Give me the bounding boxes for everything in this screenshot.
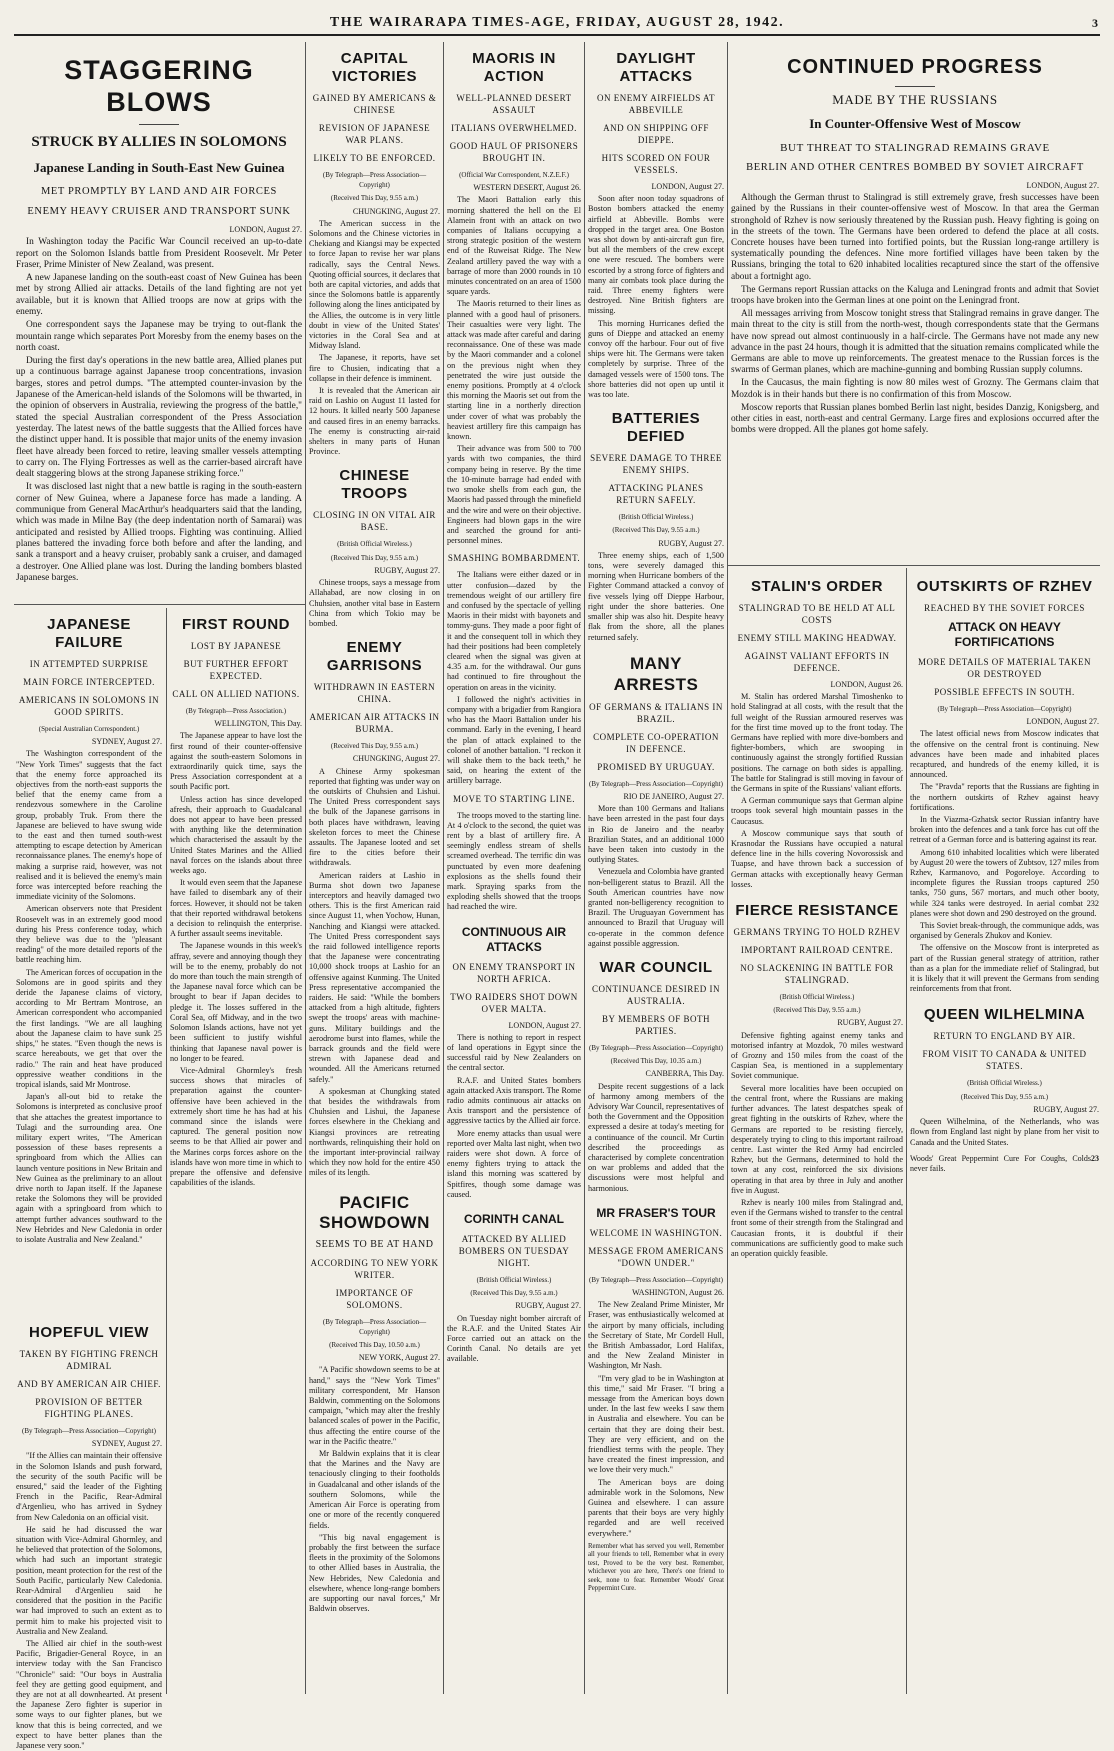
subheadline: AMERICANS IN SOLOMONS IN GOOD SPIRITS. [18, 695, 160, 717]
subheadline: PROMISED BY URUGUAY. [597, 761, 715, 772]
subheadline: COMPLETE CO-OPERATION IN DEFENCE. [593, 731, 719, 754]
subheadline: LOST BY JAPANESE [190, 641, 282, 651]
subheadline: ACCORDING TO NEW YORK WRITER. [310, 1257, 439, 1280]
received: (Received This Day, 9.55 a.m.) [470, 1289, 558, 1298]
subheadline: OF GERMANS & ITALIANS IN BRAZIL. [589, 701, 723, 724]
subheadline: BY MEMBERS OF BOTH PARTIES. [602, 1013, 710, 1036]
paragraph: The troops moved to the starting line. At 4 o'clock to the second, the quiet was rent by a blast of artillery fire. A seemingly endless stream of shells screamed overhead. The terrific din was punctuated by even more deafening explosions as the shells found their mark. Spraying sparks from the exploding shells showed that the troops had reached the wire. [447, 810, 581, 912]
dateline: WESTERN DESERT, August 26. [473, 183, 581, 193]
section-rule [14, 604, 305, 605]
column-rule [584, 42, 585, 1694]
paragraph: A German communique says that German alpine troops took several high mountain passes in the Caucasus. [731, 796, 903, 826]
headline: MAORIS IN ACTION [472, 50, 556, 85]
paragraph: The Washington correspondent of the "New York Times" suggests that the fact that the enemy force approached its objectives from the north-east supports the belief that the enemy came from a rendezvous somewhere in the Caroline group, probably Truk. From there the Japanese are believed to have swung wide to the east and then turned south-west attempting to escape detection by American reconnaissance planes. The enemy's hope of making a surprise raid, however, was not realised and it is believed the enemy's main force was intercepted before reaching the immediate vicinity of the Solomons. [16, 749, 162, 902]
masthead [14, 10, 1100, 36]
paragraph: The Allied air chief in the south-west Pacific, Brigadier-General Royce, in an interview today with the San Francisco "Chronicle" said: "Our boys in Australia feel they are getting good equipment, and they are not at all downhearted. At present the Japanese Zero fighter is superior in some ways to our fighter planes, but we know that this is being corrected, and we expect to have better planes than the Japanese very soon." [16, 1639, 162, 1751]
paragraph: "If the Allies can maintain their offensive in the Solomon Islands and push forward, the security of the south Pacific will be ensured," said the leader of the Fighting French in the Pacific, Rear-Admiral d'Argenlieu, who has arrived in Sydney from New Caledonia on an official visit. [16, 1451, 162, 1522]
paragraph: "This big naval engagement is probably the first between the surface fleets in the proximity of the Solomons to other Allied bases in Australia, the New Hebrides, New Caledonia and elsewhere, whence long-range bombers are supporting our naval forces," Mr Baldwin observes. [309, 1532, 440, 1614]
dateline: LONDON, August 27. [1026, 717, 1099, 727]
subheadline: GAINED BY AMERICANS & CHINESE [312, 93, 437, 115]
subheadline: STRUCK BY ALLIES IN SOLOMONS [31, 134, 287, 150]
column-3 [447, 44, 581, 1694]
headline: JAPANESE FAILURE [47, 616, 131, 651]
paragraph: R.A.F. and United States bombers again attacked Axis transport. The Rome radio admits continuous air attacks on Axis transport and the persistence of aggressive tactics by the Allied air force. [447, 1075, 581, 1126]
subheadline: NO SLACKENING IN BATTLE FOR STALINGRAD. [740, 963, 894, 986]
dateline: SYDNEY, August 27. [91, 737, 162, 747]
credit: (By Telegraph—Press Association.) [185, 707, 287, 715]
received: (Received This Day, 9.55 a.m.) [612, 526, 700, 535]
paragraph: Several more localities have been occupied on the central front, where the Russians are making further advances. The latest despatches speak of great fighting in the outskirts of Rzhev, where the Germans are reported to be resisting fiercely, desperately trying to cling to this important railroad centre. Last winter the Red Army had encircled Rzhev, but the Germans, determined to hold the town at any cost, reinforced the six divisions operating in that area by three in July and another five in August. [731, 1083, 903, 1195]
dateline: CHUNGKING, August 27. [352, 206, 440, 216]
paragraph: It is revealed that the American air raid on Lashio on August 11 lasted for 12 hours. It killed nearly 500 Japanese and caused fires in an enemy barracks. The enemy is constructing air-raid shelters in many parts of Hunan Province. [309, 386, 440, 457]
subheadline: ITALIANS OVERWHELMED. [451, 123, 577, 133]
subheadline: SEEMS TO BE AT HAND [315, 1238, 434, 1250]
received: (Received This Day, 9.55 a.m.) [960, 1092, 1049, 1101]
headline: STAGGERING BLOWS [64, 55, 254, 117]
paragraph: Among 610 inhabited localities which were liberated by August 20 were the towers of Zubtsov, 127 miles from Rzhev, Karmanovo, and Pogoreloye. According to incomplete figures the Russian troops captured 250 tanks, 750 guns, 567 mortars, and much other booty, while 324 tanks were destroyed. In aerial combat 232 planes were shot down and 290 destroyed on the ground. [910, 847, 1099, 918]
article-japanese-failure [16, 610, 162, 1310]
dateline: SYDNEY, August 27. [91, 1439, 162, 1449]
advertisement: Woods' Great Peppermint Cure For Coughs, Colds never fails. [910, 1153, 1091, 1173]
credit: (By Telegraph—Press Association—Copyright) [589, 779, 723, 788]
paragraph: The "Pravda" reports that the Russians are fighting in the northern outskirts of Rzhev against heavy fortifications. [910, 782, 1099, 812]
paragraph: American observers note that President Roosevelt was in an extremely good mood during his Press conference today, which they believe was due to the "pleasant reading" of the more detailed reports of the battle reaching him. [16, 904, 162, 965]
credit: (By Telegraph—Press Association—Copyright) [589, 1043, 723, 1052]
paragraph: Unless action has since developed afresh, their approach to Guadalcanal does not appear to have been pressed with anything like the determination which characterised the assault by the United States Marines and the Allied naval forces on the islands about three weeks ago. [170, 794, 302, 876]
masthead-title: THE WAIRARAPA TIMES-AGE, FRIDAY, AUGUST 28, 1942. [329, 15, 785, 30]
paragraph: In the Viazma-Gzhatsk sector Russian infantry have broken into the defences and a tank force has cut off the retreat of a German force and is battering against its rear. [910, 815, 1099, 845]
subheadline: BERLIN AND OTHER CENTRES BOMBED BY SOVIET AIRCRAFT [746, 162, 1084, 173]
dateline: LONDON, August 27. [229, 225, 302, 234]
paragraph: All messages arriving from Moscow tonight stress that Stalingrad remains in grave danger. The main threat to the city is still from the north-west, though correspondents state that the Germans have now spread out almost continuously in a half-circle. The Germans have not made any new advance in the past 24 hours, though it is admitted that the situation remains complicated while the Germans are able to move up reinforcements. The greatest menace to the Russian forces is the swarms of German planes, which are machine-gunning and bombing Russian supply columns. [731, 309, 1099, 376]
headline: CHINESE TROOPS [339, 467, 410, 503]
subheadline: WELL-PLANNED DESERT ASSAULT [456, 93, 572, 115]
article-hopeful-view [16, 1318, 162, 1751]
received: (Received This Day, 10.35 a.m.) [610, 1057, 702, 1066]
section-subhead: SMASHING BOMBARDMENT. [447, 553, 581, 564]
headline: CONTINUOUS AIR ATTACKS [461, 924, 567, 954]
column-2 [309, 44, 440, 1694]
paragraph: The American boys are doing admirable work in the Solomons, New Guinea and elsewhere. I can assure parents that their boys are very highly regarded and are well received everywhere." [588, 1477, 724, 1538]
credit: (Official War Correspondent, N.Z.E.F.) [459, 171, 569, 179]
headline: HOPEFUL VIEW [29, 1324, 149, 1341]
headline: MR FRASER'S TOUR [596, 1205, 716, 1220]
dateline: RUGBY, August 27. [1033, 1104, 1099, 1114]
paragraph: During the first day's operations in the new battle area, Allied planes put up a continuous barrage against Japanese troop concentrations, invasion barges, stores and petrol dumps. "The attempted counter-invasion by the Japanese of the American-held islands of the Solomons will be thwarted, in the opinion of observers in Australia, reviewing the progress of the battle," stated the special Australian correspondent of the Press Association yesterday. The latest news of the battle suggests that the Allied forces have the distinct upper hand. It is possible that major units of the enemy invasion fleet have already been forced to retire, leaving smaller vessels attempting to carry on. The Flying Fortresses as well as the carrier-based aircraft have dealt staggering blows at the strong Japanese striking force." [16, 356, 302, 480]
paragraph: The Germans report Russian attacks on the Kaluga and Leningrad fronts and admit that Soviet troops have broken into the German lines at one point on the Leningrad front. [731, 284, 1099, 307]
subheadline: MET PROMPTLY BY LAND AND AIR FORCES [40, 186, 277, 197]
subheadline: CONTINUANCE DESIRED IN AUSTRALIA. [592, 983, 720, 1006]
column-rule [906, 568, 907, 1694]
subheadline: CLOSING IN ON VITAL AIR BASE. [313, 510, 436, 533]
subheadline: ATTACK ON HEAVY FORTIFICATIONS [948, 620, 1061, 649]
headline: ENEMY GARRISONS [326, 639, 423, 675]
headline: FIRST ROUND [182, 616, 290, 633]
subheadline: MORE DETAILS OF MATERIAL TAKEN OR DESTROYED [917, 657, 1092, 679]
received: (Received This Day, 10.50 a.m.) [329, 1341, 420, 1350]
subheadline: IMPORTANT RAILROAD CENTRE. [740, 945, 894, 956]
credit: (By Telegraph—Press Association—Copyright) [322, 1317, 427, 1336]
dateline: LONDON, August 27. [508, 1020, 581, 1030]
dateline: RIO DE JANEIRO, August 27. [623, 791, 724, 801]
paragraph: "A Pacific showdown seems to be at hand," says the "New York Times" military correspondent, Mr Hanson Baldwin, commenting on the Solomons campaign, "which may alter the freshly balanced scales of power in the Pacific, thus affecting the entire course of the war in the Pacific theatre." [309, 1365, 440, 1446]
headline: STALIN'S ORDER [751, 578, 883, 595]
subheadline: CALL ON ALLIED NATIONS. [172, 689, 300, 699]
headline: PACIFIC SHOWDOWN [319, 1192, 430, 1232]
headline: DAYLIGHT ATTACKS [616, 50, 696, 85]
column-6 [910, 572, 1099, 1694]
dateline: CANBERRA, This Day. [645, 1069, 724, 1079]
subheadline: RETURN TO ENGLAND BY AIR. [933, 1031, 1076, 1042]
subheadline: SEVERE DAMAGE TO THREE ENEMY SHIPS. [590, 453, 722, 476]
paragraph: The Italians were either dazed or in utter confusion—dazed by the tremendous weight of our artillery fire and confused by the spectacle of yelling Maoris in their midst with bayonets and tommy-guns. They made a poor fight of it and the consequent toll in which they had their positions had been completely cleared when the signal was given at 4.35 a.m. for the withdrawal. Our guns had continued to fire throughout the operation on areas in the vicinity. [447, 570, 581, 692]
subheadline: HITS SCORED ON FOUR VESSELS. [601, 153, 711, 175]
dateline: NEW YORK, August 27. [358, 1353, 440, 1363]
paragraph: The New Zealand Prime Minister, Mr Fraser, was enthusiastically welcomed at the airport by many officials, including the Secretary of State, Mr Cordell Hull, the British Ambassador, Lord Halifax, and the New Zealand Minister in Washington, Mr Nash. [588, 1300, 724, 1371]
headline: BATTERIES DEFIED [611, 410, 701, 446]
dateline: CHUNGKING, August 27. [352, 754, 440, 764]
dateline: RUGBY, August 27. [837, 1018, 903, 1028]
dateline: WELLINGTON, This Day. [214, 719, 302, 729]
subheadline: TAKEN BY FIGHTING FRENCH ADMIRAL [19, 1349, 159, 1371]
paragraph: A Moscow communique says that south of Krasnodar the Russians have occupied a natural defence line in the hills covering Novorossisk and Tuapse, and have thrown back a succession of German attacks with exceptionally heavy German losses. [731, 828, 903, 889]
article-staggering-blows [16, 44, 302, 604]
paragraph: The Japanese wounds in this week's affray, severe and annoying though they will be to the enemy, probably do not do more than touch the main strength of the Japanese naval force which can be brought to bear if Japan decides to pledge it. The losses suffered in the Coral Sea, off Midway, and in the two Solomon Islands actions, have not yet been sufficient to justify wishful thinking that Japanese naval power is no longer to be feared. [170, 941, 302, 1063]
subheadline: GERMANS TRYING TO HOLD RZHEV [733, 927, 901, 938]
credit: (Special Australian Correspondent.) [38, 725, 140, 733]
paragraph: American raiders at Lashio in Burma shot down two Japanese interceptors and heavily damaged two others. This is the first American raid since August 11, when Yochow, Hunan, Nanching and Kiangsi were attacked. The United Press correspondent says the raid followed intelligence reports that the Japanese were concentrating 10,000 shock troops at Lashio for an offensive against Kunming. The United Press representative accompanied the raiders. He said: "While the bombers attacked from a high altitude, fighters swept the troops' areas with machine-guns. Military buildings and the aerodrome burst into flames, while the barrack grounds and the field were strewn with Japanese dead and wounded. All the Americans returned safely." [309, 870, 440, 1084]
subheadline: REVISION OF JAPANESE WAR PLANS. [318, 123, 431, 145]
credit: (British Official Wireless.) [618, 513, 694, 522]
credit: (British Official Wireless.) [779, 993, 855, 1002]
paragraph: "I'm very glad to be in Washington at this time," said Mr Fraser. "I bring a message from the American boys down under. In the last few weeks I saw them in Australia and elsewhere. You can be certain that they are doing their best. They are very efficient, and on the friendliest terms with the people. They have created the finest impression, and we love their very much." [588, 1373, 724, 1475]
headline: FIERCE RESISTANCE [735, 902, 899, 920]
paragraph: This morning Hurricanes defied the guns of Dieppe and attacked an enemy convoy off the harbour. Four out of five ships were hit. The Germans were taken completely by surprise. Three of the damaged vessels were of 1500 tons. The shore batteries did not open up until it was too late. [588, 318, 724, 400]
subheadline: MADE BY THE RUSSIANS [832, 92, 998, 107]
subheadline: AGAINST VALIANT EFFORTS IN DEFENCE. [744, 651, 890, 673]
subheadline: BUT FURTHER EFFORT EXPECTED. [183, 659, 289, 681]
subheadline: ENEMY HEAVY CRUISER AND TRANSPORT SUNK [27, 206, 291, 217]
subheadline: BUT THREAT TO STALINGRAD REMAINS GRAVE [780, 142, 1050, 154]
paragraph: The latest official news from Moscow indicates that the offensive on the central front is continuing. New advances have been made and inhabited places recaptured, and hundreds of the enemy killed, it is announced. [910, 729, 1099, 780]
subheadline: In Counter-Offensive West of Moscow [809, 116, 1021, 131]
paragraph: I followed the night's activities in company with a brigadier from Rangiora who has the Maori Battalion under his command. Early in the evening, I heard the plan of attack explained to the colonel of another battalion. "I reckon it will shake them to the back teeth," he said, on hearing the extent of the artillery barrage. [447, 694, 581, 786]
subheadline: LIKELY TO BE ENFORCED. [313, 153, 436, 163]
subheadline: Japanese Landing in South-East New Guinea [33, 160, 285, 175]
credit: (By Telegraph—Press Association—Copyright) [322, 171, 427, 190]
paragraph: The Maori Battalion early this morning shattered the hell on the El Alamein front with an attack on two companies of Italians occupying a strong strategic position of the western end of the Ruweisat Ridge. The New Zealand artillery paved the way with a barrage of more than 2000 rounds in 10 minutes concentrated on an area of 1500 square yards. [447, 195, 581, 297]
subheadline: ON ENEMY TRANSPORT IN NORTH AFRICA. [452, 961, 576, 984]
paragraph: A spokesman at Chungking stated that besides the withdrawals from Chuhsien and Lishui, the Japanese forces elsewhere in the Chekiang and Kiangsi provinces are retreating northwards, relinquishing their hold on the important inter-provincial railway which they now hold for the entire 450 miles of its length. [309, 1086, 440, 1178]
headline: CONTINUED PROGRESS [787, 56, 1043, 78]
paragraph: One correspondent says the Japanese may be trying to out-flank the mountain range which separates Port Moresby from the enemy bases on the north coast. [16, 320, 302, 353]
paragraph: More than 100 Germans and Italians have been arrested in the past four days in Rio de Janeiro and the nearby Brazilian States, and an additional 1000 have been taken into custody in the outlying States. [588, 804, 724, 865]
subheadline: IN ATTEMPTED SURPRISE [29, 659, 149, 669]
subheadline: AND ON SHIPPING OFF DIEPPE. [603, 123, 709, 145]
paragraph: He said he had discussed the war situation with Vice-Admiral Ghormley, and he believed that protection of the Solomons, which had such an important strategic position, meant protection for the rest of the South Pacific, particularly New Caledonia. Rear-Admiral d'Argenlieu said he considered that the position in the Pacific war had improved to such an extent as to permit him to make his projected visit to Australia and New Zealand. [16, 1524, 162, 1636]
ad-number: 23 [1091, 1153, 1099, 1163]
paragraph: A new Japanese landing on the south-east coast of New Guinea has been met by strong Allied air attacks. Details of the land fighting are not yet available, but it is known that Allied troops are now at grips with the enemy. [16, 273, 302, 317]
dateline: LONDON, August 26. [830, 680, 903, 689]
page-number: 3 [1092, 16, 1098, 30]
column-rule [727, 42, 728, 1694]
dateline: LONDON, August 27. [651, 182, 724, 191]
paragraph: Japan's all-out bid to retake the Solomons is interpreted as conclusive proof that she attaches the greatest importance to Tulagi and the surrounding area. One military expert writes, "The American possession of these bases represents a springboard from which the Allies can launch venture positions in New Britain and New Guinea as the preliminary to an allout drive north to Japan itself. If the Japanese retake the Solomons they will be provided again with a springboard from which to attempt further advances southward to the New Hebrides and New Caledonia in order to isolate Australia and New Zealand." [16, 1092, 162, 1244]
subheadline: STALINGRAD TO BE HELD AT ALL COSTS [738, 603, 896, 625]
column-rule [305, 42, 306, 1694]
paragraph: The Maoris returned to their lines as planned with a good haul of prisoners. Their casualties were very light. The attack was made after careful and daring reconnaissance. One of these was made by the Maori commander and a colonel on the previous night when they penetrated the wire just outside the enemy positions. Promptly at 4 o'clock this morning the Maoris set out from the starting line in a northerly direction under cover of what was probably the heaviest artillery fire this campaign has known. [447, 299, 581, 442]
subheadline: WITHDRAWN IN EASTERN CHINA. [313, 682, 436, 705]
article-continued-progress [731, 44, 1099, 564]
dateline: WASHINGTON, August 26. [632, 1288, 724, 1297]
paragraph: Chinese troops, says a message from Allahabad, are now closing in on Chuhsien, another vital base in Eastern China from which Tokio may be bombed. [309, 578, 440, 628]
paragraph: Vice-Admiral Ghormley's fresh success shows that miracles of preparation against the counter-offensive have been achieved in the extremely short time he has had at his command since the islands were captured. The general position now seems to be that Allied air power and the Marines corps forces ashore on the islands have won more time in which to prepare the offensive and defensive capabilities of the islands. [170, 1065, 302, 1188]
credit: (British Official Wireless.) [337, 540, 412, 549]
paragraph: Soon after noon today squadrons of Boston bombers attacked the enemy airfield at Abbeville. Bombs were dropped in the target area. One Boston was shot down by anti-aircraft gun fire, but all the members of the crew except one were rescued. The bombers were escorted by a strong force of fighters and many air combats took place during the raid. Three enemy fighters were destroyed. Nine British fighters are missing. [588, 194, 724, 316]
paragraph: Their advance was from 500 to 700 yards with two companies, the third company being in reserve. By the time the 10-minute barrage had ended with two smoke shells from each gun, the Maoris had passed through the minefield and the wire and were on their objective. Engineers had blown gaps in the wire and searched the ground for anti-personnel mines. [447, 444, 581, 546]
paragraph: There is nothing to report in respect of land operations in Egypt since the successful raid by New Zealanders on the central sector. [447, 1032, 581, 1073]
paragraph: In Washington today the Pacific War Council received an up-to-date report on the Solomon Islands battle from President Roosevelt. Mr Peter Fraser, Prime Minister of New Zealand, was present. [16, 237, 302, 270]
subheadline: ON ENEMY AIRFIELDS AT ABBEVILLE [597, 93, 715, 115]
section-rule [727, 565, 1100, 566]
paragraph: Queen Wilhelmina, of the Netherlands, who was flown from England last night by plane from her visit to Canada and the United States. [910, 1117, 1099, 1147]
received: (Received This Day, 9.55 a.m.) [773, 1006, 861, 1015]
column-5 [731, 572, 903, 1694]
paragraph: Three enemy ships, each of 1,500 tons, were severely damaged this morning when Hurricane bombers of the Fighter Command attacked a convoy of five vessels lying off Dieppe Harbour, right under the shore batteries. One smaller ship was also hit. Despite heavy flak from the shore, all the planes returned safely. [588, 550, 724, 642]
subheadline: FROM VISIT TO CANADA & UNITED STATES. [922, 1049, 1087, 1072]
dateline: RUGBY, August 27. [658, 538, 724, 548]
paragraph: Moscow reports that Russian planes bombed Berlin last night, besides Danzig, Konigsberg, and other cities in east, north-east and central Germany. Large fires and explosions occurred after the bombs were dropped. All the planes got home safely. [731, 402, 1099, 436]
paragraph: Defensive fighting against enemy tanks and motorised infantry at Mozdok, 70 miles westward of Grozny and 150 miles from the coast of the Caspian Sea, is mentioned in a supplementary Soviet communique. [731, 1030, 903, 1081]
paragraph: The Japanese, it reports, have set fire to Chusien, indicating that a collapse in their defence is imminent. [309, 353, 440, 383]
paragraph: A Chinese Army spokesman reported that fighting was under way on the outskirts of Chuhsien and Lishui. The United Press correspondent says the bulk of the Japanese garrisons in both places have withdrawn, leaving skeleton forces to meet the Chinese assaults. The Japanese looted and set fire to the cities before their withdrawals. [309, 766, 440, 868]
subheadline: ENEMY STILL MAKING HEADWAY. [737, 633, 897, 643]
subheadline: MESSAGE FROM AMERICANS "DOWN UNDER." [588, 1245, 724, 1268]
received: (Received This Day, 9.55 a.m.) [330, 553, 419, 562]
subheadline: ATTACKED BY ALLIED BOMBERS ON TUESDAY NIGHT. [458, 1234, 570, 1269]
paragraph: The American success in the Solomons and the Chinese victories in Chekiang and Kiangsi may be expected to force Japan to revise her war plans radically, says the Central News. Quoting official sources, it declares that both are capital victories, and adds that since the Solomons battle is apparently following along the lines anticipated by the Allies, the outcome is in very little doubt in view of the United States' victories in the Coral Sea and at Midway Island. [309, 218, 440, 351]
paragraph: On Tuesday night bomber aircraft of the R.A.F. and the United States Air Force carried out an attack on the Corinth Canal. No details are yet available. [447, 1313, 581, 1364]
paragraph: The American forces of occupation in the Solomons are in good spirits and they deride the Japanese claims of victory, according to Mr Bertram Montrose, an American correspondent who accompanied the first landings. "We are all laughing about the Japanese claim to have sunk 25 ships," he states. "Even though the news is scarce hereabouts, we get that over the radio." The rain and heat have produced oppressive weather conditions in the tropical islands, said Mr Montrose. [16, 967, 162, 1089]
paragraph: In the Caucasus, the main fighting is now 80 miles west of Grozny. The Germans claim that Mozdok is in their hands but there is no confirmation of this from Moscow. [731, 378, 1099, 400]
subheadline: PROVISION OF BETTER FIGHTING PLANES. [35, 1397, 143, 1419]
subheadline: MAIN FORCE INTERCEPTED. [23, 677, 155, 687]
paragraph: Despite recent suggestions of a lack of harmony among members of the Advisory War Council, representatives of both the Government and the Opposition expressed a desire at today's meeting for a continuance of the council. Mr Curtin described the proceedings as characterised by complete concentration on war problems and added that the discussions were most helpful and harmonious. [588, 1081, 724, 1193]
credit: (British Official Wireless.) [476, 1276, 552, 1285]
paragraph: M. Stalin has ordered Marshal Timoshenko to hold Stalingrad at all costs, with the result that the full weight of the Russian armoured reserves was for the first time moved up to the front today. The Germans have replied with more dive-bombers and fighter-bombers, which are swooping in continuously against the strongly fortified Russian positions. The carnage on both sides is appalling. The battle for Stalingrad is still moving in favour of the Germans in spite of the Russians' valiant efforts. [731, 692, 903, 794]
section-subhead: MOVE TO STARTING LINE. [453, 793, 575, 804]
credit: (By Telegraph—Press Association—Copyright) [22, 1427, 156, 1435]
column-rule [443, 42, 444, 1694]
headline: CAPITAL VICTORIES [331, 50, 418, 85]
subheadline: AND BY AMERICAN AIR CHIEF. [17, 1379, 161, 1389]
credit: (By Telegraph—Press Association—Copyright) [589, 1275, 723, 1284]
subheadline: AMERICAN AIR ATTACKS IN BURMA. [309, 712, 440, 735]
paragraph: More enemy attacks than usual were reported over Malta last night, when two raiders were shot down. A force of enemy fighters trying to attack the island this morning was scattered by Spitfires, though some damage was caused. [447, 1128, 581, 1199]
paragraph: Mr Baldwin explains that it is clear that the Marines and the Navy are tenaciously clinging to their footholds in Guadalcanal and other islands of the southern Solomons, while the American Air Force is operating from one or more of the recently conquered fields. [309, 1449, 440, 1530]
dateline: LONDON, August 27. [1026, 181, 1099, 190]
credit: (By Telegraph—Press Association—Copyright) [937, 705, 1072, 713]
headline: MANY ARRESTS [613, 653, 699, 694]
subheadline: WELCOME IN WASHINGTON. [589, 1227, 723, 1238]
subheadline: ATTACKING PLANES RETURN SAFELY. [608, 483, 704, 506]
article-first-round [170, 610, 302, 1696]
paragraph: The Japanese appear to have lost the first round of their counter-offensive against the south-eastern Solomons in extraordinarily quick time, says the Press Association correspondent at a south Pacific port. [170, 731, 302, 792]
headline: OUTSKIRTS OF RZHEV [916, 578, 1093, 595]
credit: (British Official Wireless.) [967, 1079, 1042, 1088]
paragraph: It would even seem that the Japanese have failed to disembark any of their forces. However, it should not be taken that their reported withdrawal betokens a decision to relinquish the enterprise. A further assault seems inevitable. [170, 878, 302, 939]
headline: QUEEN WILHELMINA [923, 1006, 1086, 1024]
dateline: RUGBY, August 27. [374, 565, 440, 575]
column-4 [588, 44, 724, 1694]
subheadline: GOOD HAUL OF PRISONERS BROUGHT IN. [449, 141, 579, 163]
column-rule [166, 608, 167, 1694]
dateline: RUGBY, August 27. [515, 1301, 581, 1311]
subheadline: REACHED BY THE SOVIET FORCES [924, 603, 1085, 613]
paragraph: Rzhev is nearly 100 miles from Stalingrad and, even if the Germans wished to transfer to the central front some of their strength from the Stalingrad and Caucasian fronts, it is doubtful if their communications are sufficiently good to make such an operation quickly feasible. [731, 1197, 903, 1258]
subheadline: POSSIBLE EFFECTS IN SOUTH. [934, 687, 1075, 697]
received: (Received This Day, 9.55 a.m.) [330, 742, 419, 751]
paragraph: This Soviet break-through, the communique adds, was organised by Generals Zhukov and Koniev. [910, 921, 1099, 941]
paragraph: The offensive on the Moscow front is interpreted as part of the Russian general strategy of attrition, rather than as a plan for the immediate relief of Stalingrad, but it is likely that it will prevent the Germans from sending reinforcements from that front. [910, 943, 1099, 994]
notice: Remember what has served you well, Remember all your friends to tell, Remember what in every test, Proved to be the very best. Remember, whichever you are here, There's one friend to seek, none to fear. Remember Woods' Great Peppermint Cure. [588, 1542, 724, 1592]
headline: CORINTH CANAL [464, 1212, 564, 1227]
subheadline: TWO RAIDERS SHOT DOWN OVER MALTA. [450, 991, 578, 1014]
paragraph: Venezuela and Colombia have granted non-belligerent status to Brazil. All the South American countries have now granted non-belligerency recognition to Brazil. The Uruguayan Government has announced to Brazil that Uruguay will co-operate in the common defence against possible aggression. [588, 867, 724, 948]
headline: WAR COUNCIL [599, 958, 713, 976]
paragraph: It was disclosed last night that a new battle is raging in the south-eastern corner of New Guinea, where a Japanese force has made a landing. A communique from General MacArthur's headquarters said that the landing, which was made in Milne Bay (the deep indentation north of Samarai) was anticipated and resisted by Allied troops. Fighting was continuing. Allied planes battered the invading force both before and after the landing, and sank a transport and a heavy cruiser, probably sank a cruiser, and damaged a destroyer. One Allied plane was lost. During the landing bombers blasted Japanese barges. [16, 482, 302, 583]
subheadline: IMPORTANCE OF SOLOMONS. [335, 1287, 414, 1310]
received: (Received This Day, 9.55 a.m.) [330, 194, 419, 203]
paragraph: Although the German thrust to Stalingrad is still extremely grave, fresh successes have been gained by the Russians in their counter-offensive west of Moscow. In that area the German stronghold of Rzhev is now seriously threatened by the Russian push. Heavy fighting is going on in the streets of the town. The Germans have been ordered to defend the place at all costs. Concrete houses have been turned into fortified points, but the Russian long-range artillery is systematically pounding the defences. Nine more fortified villages have been taken by the Russians, bringing the total to 620 inhabited localities recaptured since the start of the offensive about a fortnight ago. [731, 193, 1099, 282]
